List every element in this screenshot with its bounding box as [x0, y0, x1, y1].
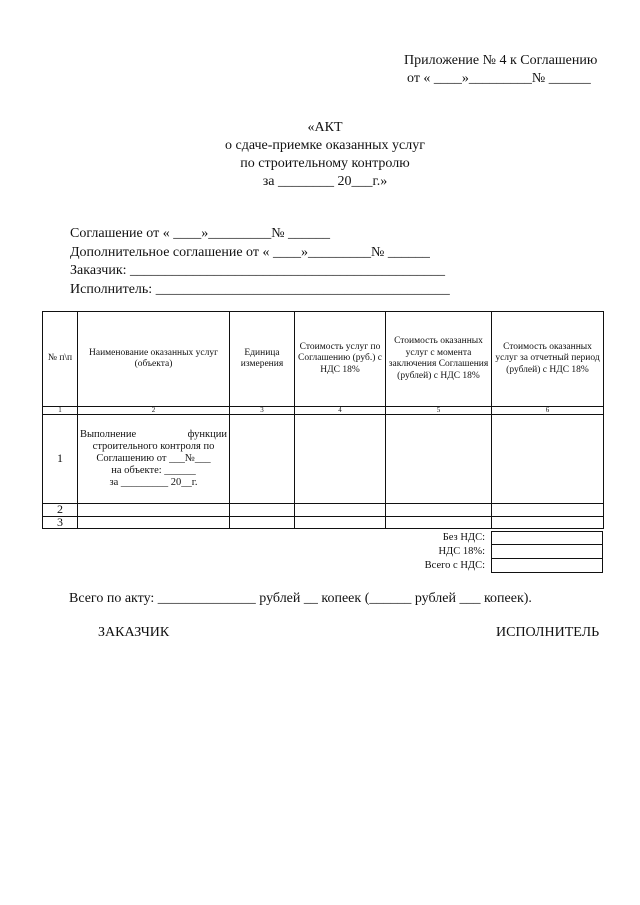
header-num: № п\п	[43, 312, 78, 407]
cell-unit	[230, 415, 295, 504]
table-row	[43, 415, 604, 504]
appendix-header	[404, 52, 597, 88]
appendix-line-1: Приложение № 4 к Соглашению	[404, 53, 598, 68]
total-value-box	[491, 545, 603, 559]
col-number: 4	[295, 407, 386, 415]
service-line: Выполнение функции	[80, 429, 227, 440]
cell-cost-agreement	[295, 516, 386, 529]
col-number: 6	[492, 407, 604, 415]
service-line: за _________ 20__г.	[109, 477, 198, 488]
row-number: 1	[43, 415, 78, 504]
row-number: 3	[43, 516, 78, 529]
col-number: 1	[43, 407, 78, 415]
header-unit: Единица измерения	[230, 312, 295, 407]
title-line-1: «АКТ	[307, 120, 343, 135]
total-value-box	[491, 559, 603, 573]
total-value-box	[491, 531, 603, 545]
cell-cost-cumulative	[386, 504, 492, 517]
table-row	[43, 516, 604, 529]
signature-customer: ЗАКАЗЧИК	[98, 625, 170, 640]
service-line: Соглашению от ___№___	[96, 453, 211, 464]
document-fields	[70, 225, 450, 299]
cell-cost-agreement	[295, 504, 386, 517]
cell-service	[78, 516, 230, 529]
header-service: Наименование оказанных услуг (объекта)	[78, 312, 230, 407]
cell-unit	[230, 504, 295, 517]
cell-cost-period	[492, 415, 604, 504]
service-description	[78, 415, 230, 504]
col-number: 5	[386, 407, 492, 415]
column-number-row	[43, 407, 604, 415]
table-row	[43, 504, 604, 517]
table-header-row	[43, 312, 604, 407]
col-number: 2	[78, 407, 230, 415]
field-supplement: Дополнительное соглашение от « ____»_________№ ______	[70, 244, 430, 260]
title-line-4: за ________ 20___г.»	[262, 174, 388, 189]
cell-cost-agreement	[295, 415, 386, 504]
cell-cost-cumulative	[386, 415, 492, 504]
act-total-line: Всего по акту: ______________ рублей __ копеек (______ рублей ___ копеек).	[69, 591, 532, 606]
total-label: НДС 18%:	[438, 546, 485, 557]
col-number: 3	[230, 407, 295, 415]
total-row-vat	[300, 545, 603, 559]
cell-service	[78, 504, 230, 517]
header-cost-agreement: Стоимость услуг по Соглашению (руб.) с НДС 18%	[295, 312, 386, 407]
field-customer: Заказчик: _____________________________________________	[70, 263, 446, 278]
total-row-without-vat	[300, 531, 603, 545]
row-number: 2	[43, 504, 78, 517]
appendix-line-2: от « ____»_________№ ______	[407, 71, 591, 86]
cell-cost-cumulative	[386, 516, 492, 529]
header-cost-cumulative: Стоимость оказанных услуг с момента заключения Соглашения (рублей) с НДС 18%	[386, 312, 492, 407]
total-row-with-vat	[300, 559, 603, 573]
cell-cost-period	[492, 516, 604, 529]
title-line-2: о сдаче-приемке оказанных услуг	[224, 138, 425, 153]
cell-cost-period	[492, 504, 604, 517]
services-table	[42, 311, 604, 529]
field-contractor: Исполнитель: __________________________________________	[70, 281, 450, 297]
totals-block	[300, 531, 603, 573]
title-line-3: по строительному контролю	[240, 156, 410, 171]
service-line: на объекте: ______	[111, 465, 196, 476]
field-agreement: Соглашение от « ____»_________№ ______	[70, 226, 331, 241]
header-cost-period: Стоимость оказанных услуг за отчетный период (рублей) с НДС 18%	[492, 312, 604, 407]
document-title	[200, 119, 450, 191]
total-label: Без НДС:	[442, 532, 485, 543]
cell-unit	[230, 516, 295, 529]
signature-contractor: ИСПОЛНИТЕЛЬ	[496, 625, 600, 640]
total-label: Всего с НДС:	[424, 560, 485, 571]
service-line: строительного контроля по	[92, 441, 215, 452]
